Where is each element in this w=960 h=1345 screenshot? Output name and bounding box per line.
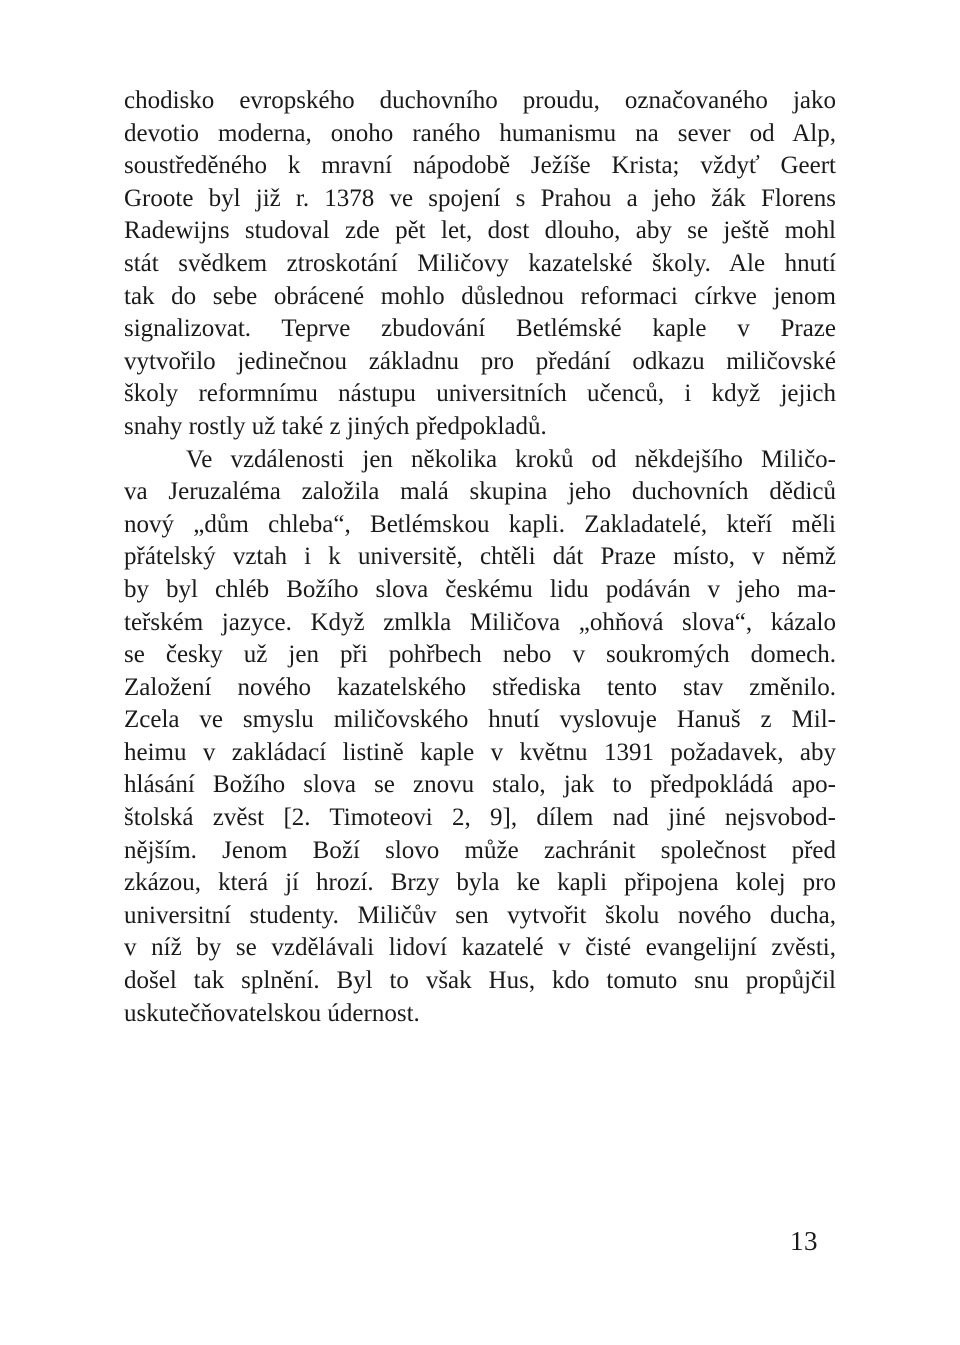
text-line: universitní studenty. Miličův sen vytvořit školu nového ducha,	[124, 901, 836, 929]
text-line: přátelský vztah i k universitě, chtěli dát Praze místo, v němž	[124, 543, 836, 571]
text-line: Založení nového kazatelského střediska tento stav změnilo.	[124, 673, 836, 701]
text-line: Radewijns studoval zde pět let, dost dlouho, aby se ještě mohl	[124, 217, 836, 245]
text-line: školy reformnímu nástupu universitních učenců, i když jejich	[124, 380, 836, 408]
text-line: hlásání Božího slova se znovu stalo, jak to předpokládá apo-	[124, 771, 836, 799]
text-line: stát svědkem ztroskotání Miličovy kazatelské školy. Ale hnutí	[124, 249, 836, 277]
text-line: chodisko evropského duchovního proudu, označovaného jako	[124, 87, 836, 114]
paragraph-1	[124, 85, 836, 444]
page-number: 13	[790, 1226, 818, 1256]
text-line: nějším. Jenom Boží slovo může zachránit společnost před	[124, 836, 836, 864]
text-line: se česky už jen při pohřbech nebo v soukromých domech.	[124, 641, 836, 669]
text-line: by byl chléb Božího slova českému lidu podáván v jeho ma-	[124, 575, 836, 603]
text-line: soustředěného k mravní nápodobě Ježíše Krista; vždyť Geert	[124, 152, 836, 180]
text-line: štolská zvěst [2. Timoteovi 2, 9], dílem nad jiné nejsvobod-	[124, 804, 836, 832]
text-line: nový „dům chleba“, Betlémskou kapli. Zakladatelé, kteří měli	[124, 510, 836, 538]
text-line: zkázou, která jí hrozí. Brzy byla ke kapli připojena kolej pro	[124, 869, 836, 897]
text-line: va Jeruzaléma založila malá skupina jeho duchovních dědiců	[124, 478, 836, 506]
text-line: vytvořilo jedinečnou základnu pro předání odkazu miličovské	[124, 347, 836, 375]
text-line: devotio moderna, onoho raného humanismu na sever od Alp,	[124, 119, 836, 147]
text-line: v níž by se vzdělávali lidoví kazatelé v čisté evangelijní zvěsti,	[124, 934, 836, 962]
text-line: teřském jazyce. Když zmlkla Miličova „ohňová slova“, kázalo	[124, 608, 836, 636]
text-line: uskutečňovatelskou údernost.	[124, 999, 420, 1027]
text-line: Zcela ve smyslu miličovského hnutí vyslovuje Hanuš z Mil-	[124, 706, 836, 734]
text-line: Ve vzdálenosti jen několika kroků od někdejšího Miličo-	[186, 445, 836, 473]
text-line: Groote byl již r. 1378 ve spojení s Prahou a jeho žák Florens	[124, 184, 836, 212]
body-text	[124, 85, 836, 1030]
text-line: snahy rostly už také z jiných předpokladů.	[124, 412, 547, 440]
text-line: signalizovat. Teprve zbudování Betlémské kaple v Praze	[124, 315, 836, 343]
paragraph-2	[124, 444, 836, 1031]
text-line: došel tak splnění. Byl to však Hus, kdo tomuto snu propůjčil	[124, 967, 836, 995]
text-line: heimu v zakládací listině kaple v květnu 1391 požadavek, aby	[124, 738, 836, 766]
text-line: tak do sebe obrácené mohlo důslednou reformaci církve jenom	[124, 282, 836, 310]
